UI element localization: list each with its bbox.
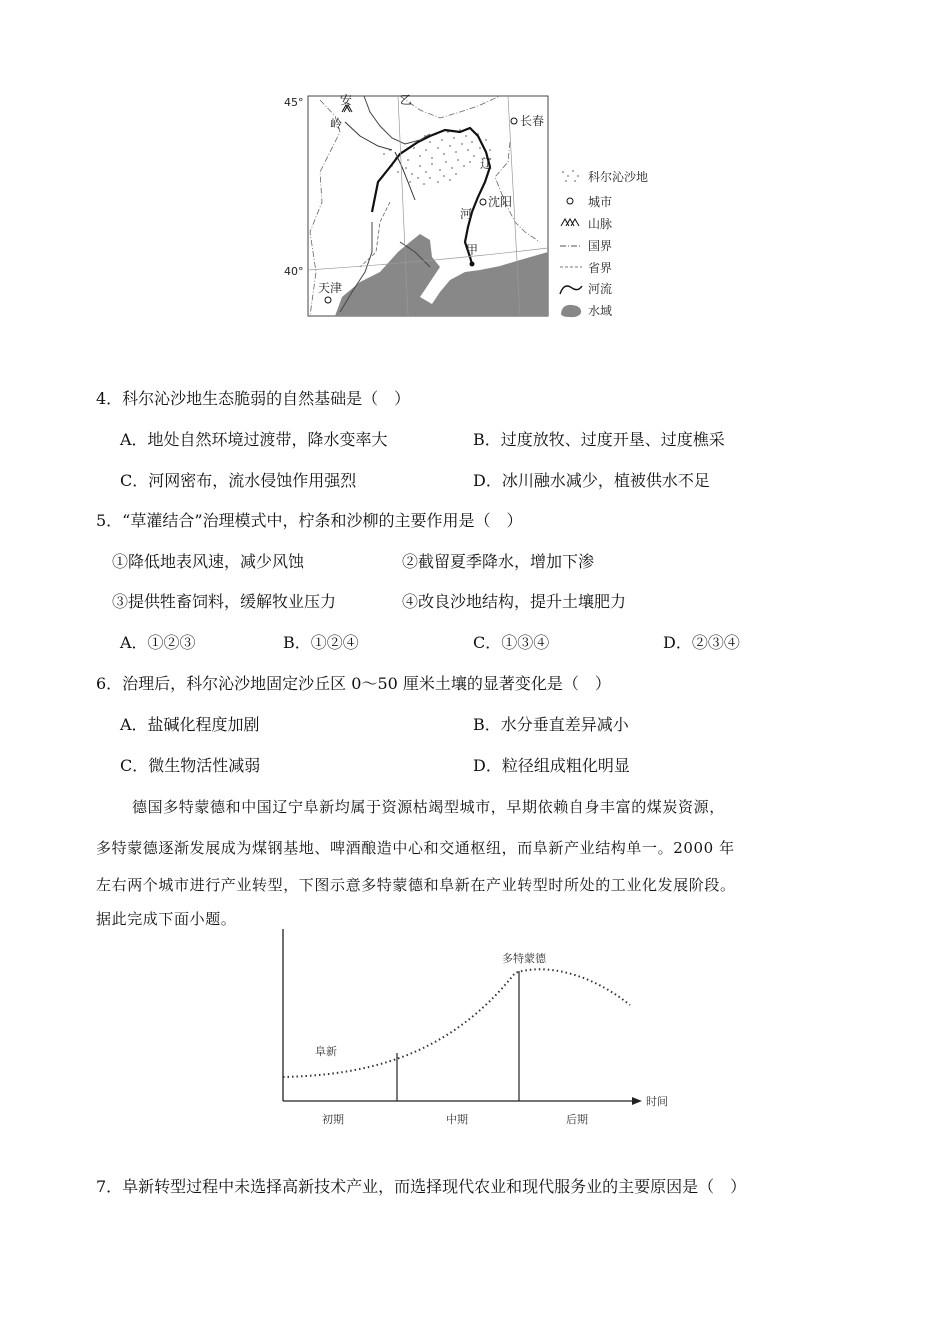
point-label-fuxin: 阜新 xyxy=(315,1045,337,1058)
stage-label-late: 后期 xyxy=(566,1113,588,1125)
legend-city-icon xyxy=(567,198,573,204)
sandy-land-area xyxy=(383,129,491,185)
label-liao: 辽 xyxy=(480,157,493,171)
q6-option-a: A．盐碱化程度加剧 xyxy=(120,715,260,734)
legend-city-label: 城市 xyxy=(588,195,613,209)
question-7-stem: 7．阜新转型过程中未选择高新技术产业，而选择现代农业和现代服务业的主要原因是（ ） xyxy=(96,1177,747,1196)
mountain-edge xyxy=(364,96,430,144)
chart-svg xyxy=(270,925,690,1125)
industrialization-curve xyxy=(283,969,630,1077)
label-yi: 乙 xyxy=(400,93,413,107)
legend-sand-icon xyxy=(562,170,579,182)
q5-option-d: D．②③④ xyxy=(663,633,740,652)
stage-label-middle: 中期 xyxy=(446,1113,468,1125)
q5-statement-4: ④改良沙地结构，提升土壤肥力 xyxy=(402,592,627,611)
city-tianjin-icon xyxy=(325,297,331,303)
point-jia-icon xyxy=(470,262,475,267)
label-shenyang: 沈阳 xyxy=(488,195,513,209)
province-border xyxy=(360,202,390,267)
passage-line-2: 多特蒙德逐渐发展成为煤钢基地、啤酒酿造中心和交通枢纽，而阜新产业结构单一。2000 年 xyxy=(96,839,735,857)
map-figure xyxy=(280,92,660,322)
q5-option-c: C．①③④ xyxy=(473,633,550,652)
q6-option-b: B．水分垂直差异减小 xyxy=(473,715,629,734)
stage-label-early: 初期 xyxy=(322,1113,344,1125)
lat-45-label: 45° xyxy=(284,96,304,109)
passage-line-4: 据此完成下面小题。 xyxy=(96,910,237,928)
legend-water-label: 水域 xyxy=(588,304,613,318)
legend-mountain-icon xyxy=(561,219,579,226)
q5-statement-3: ③提供牲畜饲料，缓解牧业压力 xyxy=(112,592,337,611)
question-6-stem: 6．治理后，科尔沁沙地固定沙丘区 0～50 厘米土壤的显著变化是（ ） xyxy=(96,674,611,693)
point-label-dortmund: 多特蒙德 xyxy=(502,952,546,965)
label-jia: 甲 xyxy=(466,243,479,257)
industrialization-chart xyxy=(270,925,690,1125)
legend-sand-label: 科尔沁沙地 xyxy=(588,170,649,184)
province-border xyxy=(495,142,540,242)
q5-option-a: A．①②③ xyxy=(120,633,196,652)
legend-river-label: 河流 xyxy=(588,282,613,296)
label-tianjin: 天津 xyxy=(318,281,343,295)
x-axis-label: 时间 xyxy=(646,1095,668,1108)
legend-mountain-label: 山脉 xyxy=(588,217,613,231)
label-an: 安 xyxy=(340,93,353,107)
question-4-stem: 4．科尔沁沙地生态脆弱的自然基础是（ ） xyxy=(96,389,411,408)
q4-option-c: C．河网密布，流水侵蚀作用强烈 xyxy=(120,471,357,490)
label-he: 河 xyxy=(460,207,473,221)
city-shenyang-icon xyxy=(480,199,486,205)
q6-option-d: D．粒径组成粗化明显 xyxy=(473,756,630,775)
city-changchun-icon xyxy=(511,118,517,124)
q5-option-b: B．①②④ xyxy=(283,633,359,652)
lat-40-label: 40° xyxy=(284,265,304,278)
tributary-river xyxy=(395,152,415,200)
legend-country-border-label: 国界 xyxy=(588,239,613,253)
map-svg xyxy=(280,92,660,322)
label-ling: 岭 xyxy=(330,117,343,131)
passage-line-1: 德国多特蒙德和中国辽宁阜新均属于资源枯竭型城市，早期依赖自身丰富的煤炭资源， xyxy=(132,798,725,816)
question-5-stem: 5．“草灌结合”治理模式中，柠条和沙柳的主要作用是（ ） xyxy=(96,511,523,530)
province-border xyxy=(400,96,500,118)
q5-statement-1: ①降低地表风速，减少风蚀 xyxy=(112,552,305,571)
q5-statement-2: ②截留夏季降水，增加下渗 xyxy=(402,552,595,571)
x-axis-arrow-icon xyxy=(632,1097,642,1105)
label-changchun: 长春 xyxy=(520,114,545,128)
q4-option-b: B．过度放牧、过度开垦、过度樵采 xyxy=(473,430,725,449)
q6-option-c: C．微生物活性减弱 xyxy=(120,756,261,775)
legend-water-icon xyxy=(561,305,581,317)
legend-river-icon xyxy=(560,286,582,294)
tributary-river xyxy=(345,122,392,150)
legend-province-border-label: 省界 xyxy=(588,261,613,275)
passage-line-3: 左右两个城市进行产业转型，下图示意多特蒙德和阜新在产业转型时所处的工业化发展阶段。 xyxy=(96,876,736,894)
q4-option-a: A．地处自然环境过渡带，降水变率大 xyxy=(120,430,388,449)
q4-option-d: D．冰川融水减少，植被供水不足 xyxy=(473,471,710,490)
map-legend xyxy=(560,169,648,318)
